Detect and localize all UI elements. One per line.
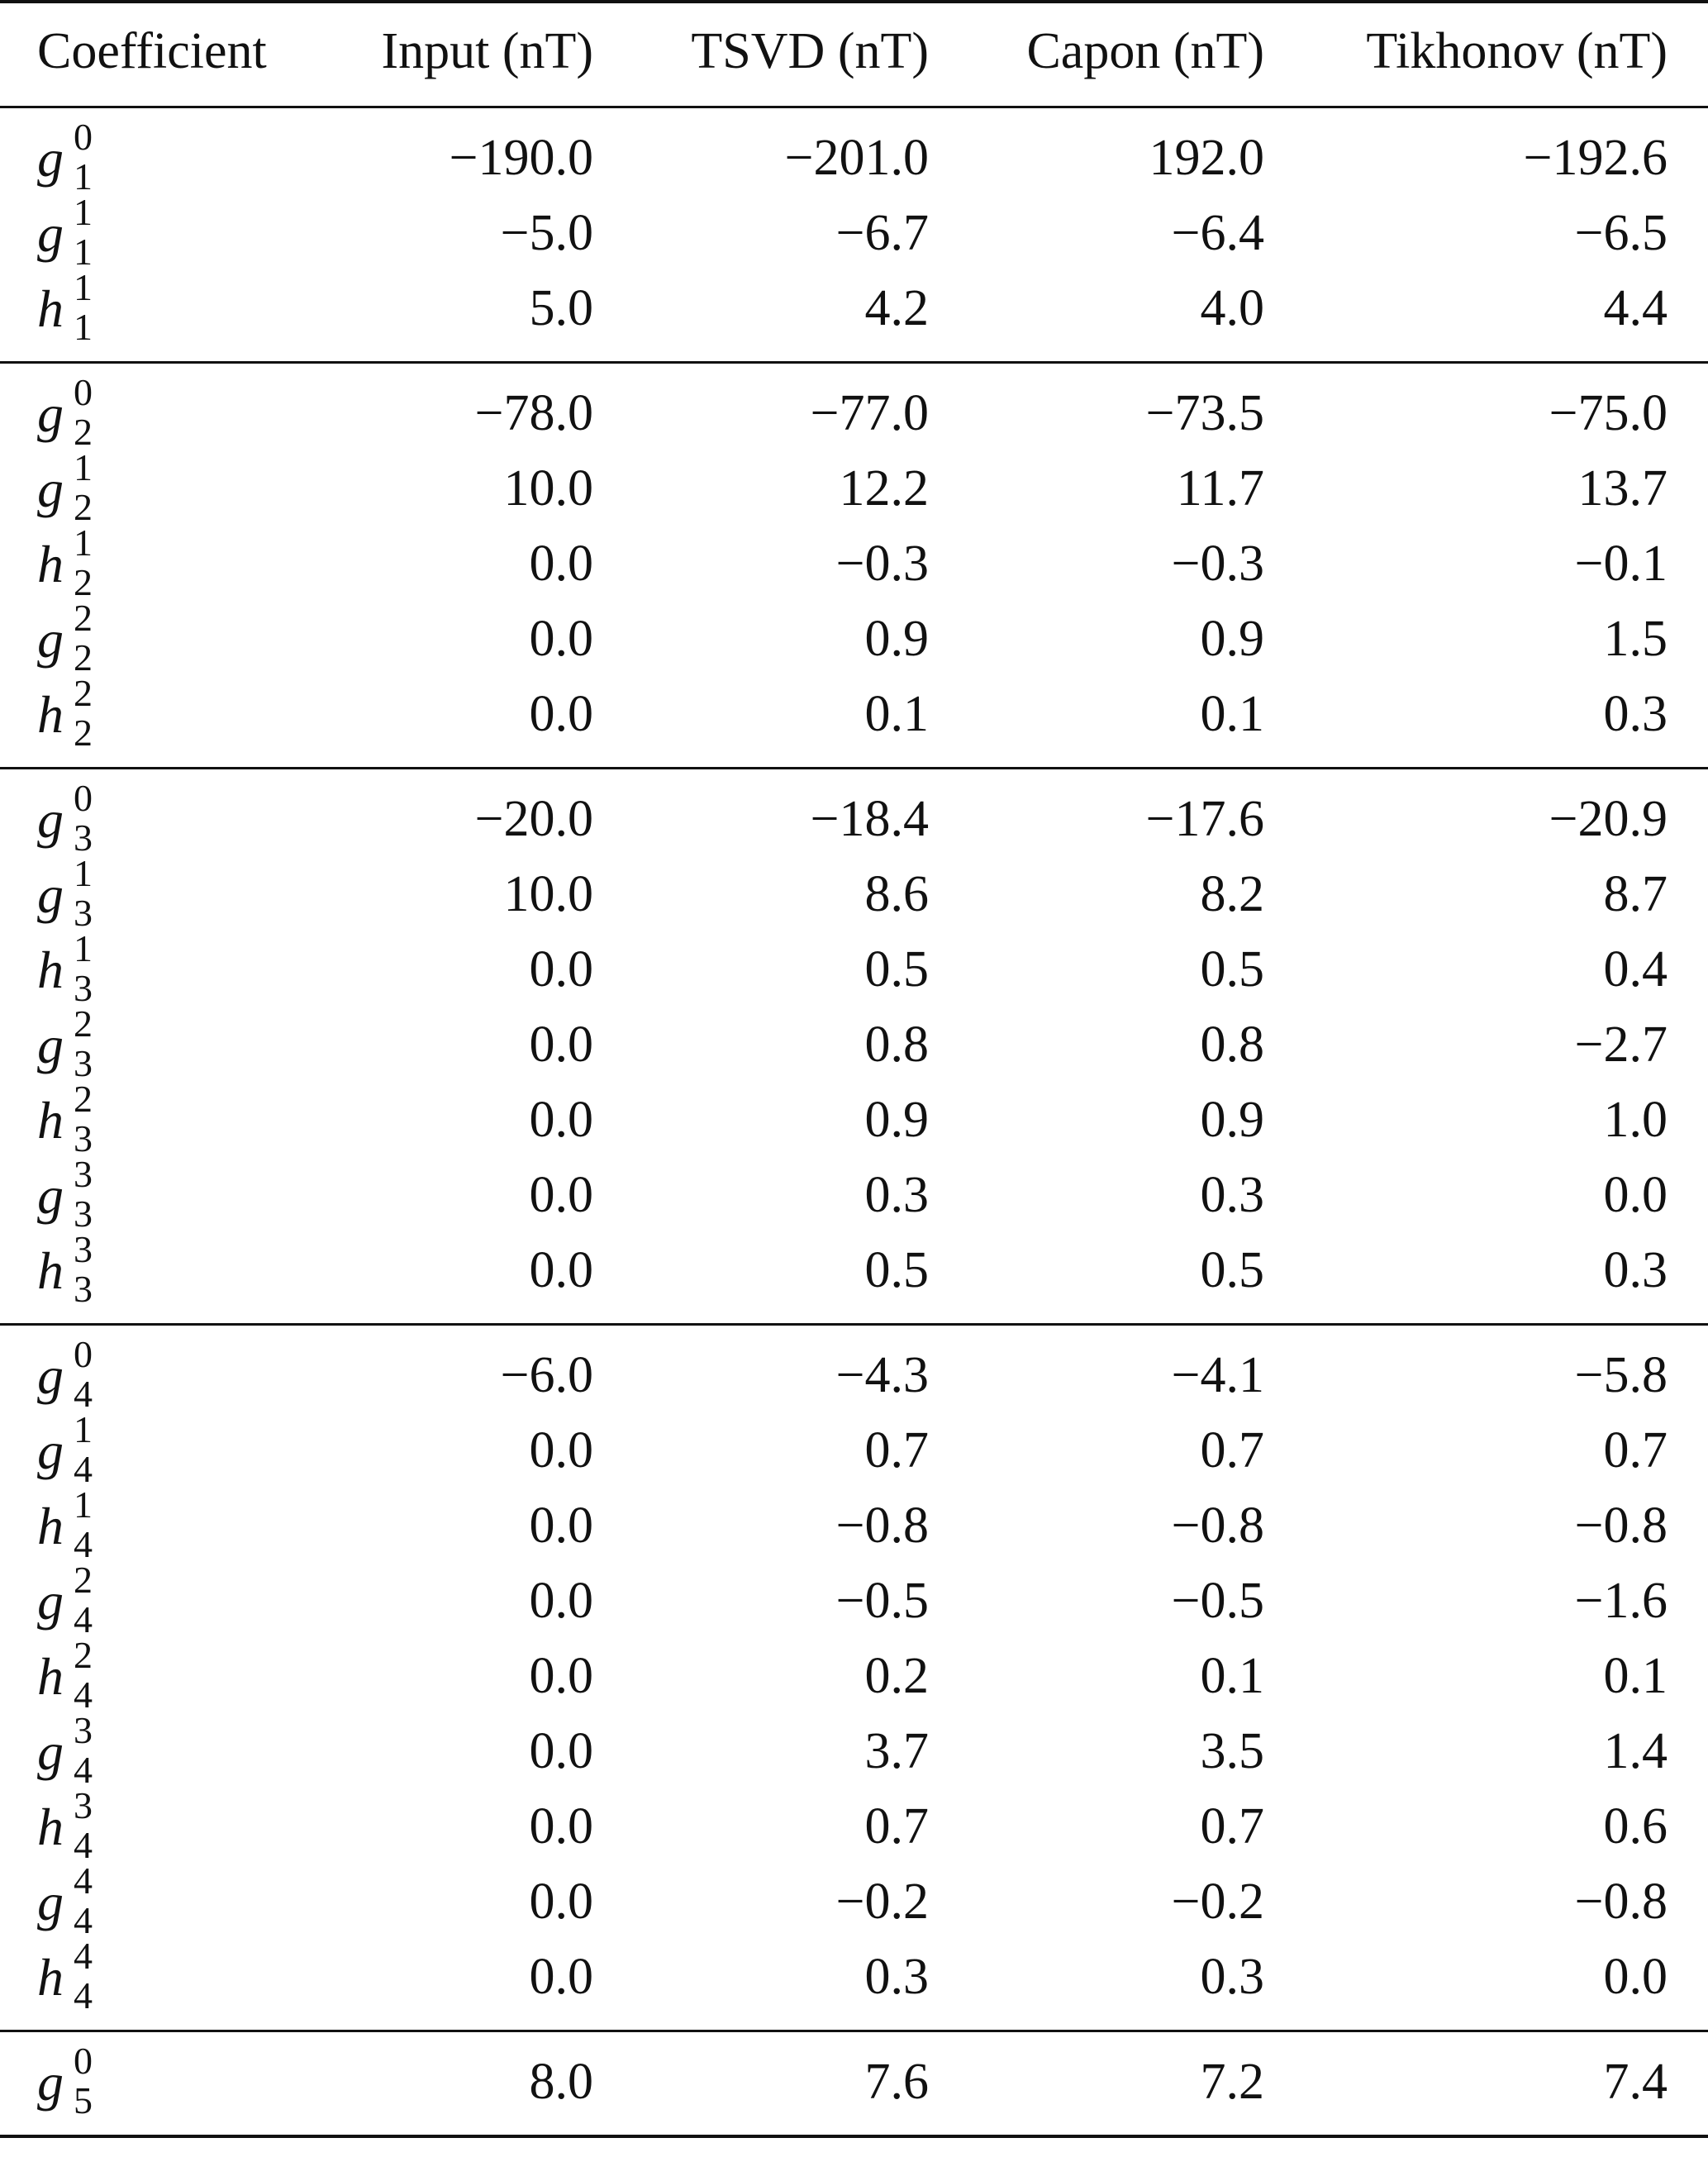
coefficient-order: 2 <box>74 597 93 639</box>
input-value: 0.0 <box>529 1017 593 1073</box>
input-value: −5.0 <box>500 205 593 261</box>
table-row <box>0 1333 1708 1415</box>
coefficient-degree: 1 <box>74 231 93 273</box>
tikhonov-value: −20.9 <box>1549 791 1668 847</box>
input-value: 0.0 <box>529 1874 593 1930</box>
coefficient-degree: 4 <box>74 1373 93 1415</box>
capon-value: 4.0 <box>1200 280 1264 336</box>
coefficient-letter: h <box>37 1241 64 1300</box>
coefficient-order: 1 <box>74 852 93 894</box>
tikhonov-value: 4.4 <box>1603 280 1668 336</box>
coefficient-order: 3 <box>74 1709 93 1751</box>
tikhonov-value: −75.0 <box>1549 385 1668 441</box>
coefficient-order: 1 <box>74 191 93 233</box>
capon-value: −6.4 <box>1171 205 1264 261</box>
capon-value: −0.3 <box>1171 536 1264 592</box>
coefficient-degree: 2 <box>74 561 93 603</box>
table-row <box>0 1153 1708 1235</box>
coefficient-order: 2 <box>74 1078 93 1120</box>
coefficient-letter: g <box>37 204 64 263</box>
coefficient-degree: 4 <box>74 1448 93 1490</box>
coefficient-letter: h <box>37 1797 64 1856</box>
coefficient-order: 4 <box>74 1859 93 1902</box>
input-value: 0.0 <box>529 1723 593 1779</box>
input-value: −20.0 <box>474 791 593 847</box>
coefficient-order: 3 <box>74 1153 93 1195</box>
coefficient-order: 1 <box>74 927 93 969</box>
tikhonov-value: 13.7 <box>1577 460 1668 517</box>
tikhonov-value: −6.5 <box>1574 205 1668 261</box>
tsvd-value: −0.8 <box>835 1497 929 1554</box>
table-row <box>0 1228 1708 1310</box>
coefficient-degree: 1 <box>74 306 93 348</box>
table-row <box>0 1709 1708 1791</box>
input-value: 10.0 <box>503 460 593 517</box>
table-row <box>0 371 1708 453</box>
tsvd-value: −0.3 <box>835 536 929 592</box>
capon-value: 0.9 <box>1200 611 1264 667</box>
coefficient-symbol <box>37 1935 136 2016</box>
input-value: 0.0 <box>529 1167 593 1223</box>
tsvd-value: 7.6 <box>864 2054 929 2110</box>
coefficient-letter: g <box>37 129 64 188</box>
tsvd-value: 0.3 <box>864 1167 929 1223</box>
header-row <box>0 14 1708 89</box>
capon-value: −17.6 <box>1145 791 1264 847</box>
tikhonov-value: 0.0 <box>1603 1167 1668 1223</box>
coefficient-degree: 3 <box>74 1117 93 1159</box>
coefficient-symbol <box>37 672 136 754</box>
coefficient-degree: 4 <box>74 1598 93 1640</box>
coefficient-order: 1 <box>74 1483 93 1526</box>
capon-value: 0.9 <box>1200 1092 1264 1148</box>
coefficient-degree: 5 <box>74 2079 93 2121</box>
coefficient-order: 1 <box>74 446 93 488</box>
table-row <box>0 521 1708 603</box>
tikhonov-value: 8.7 <box>1603 866 1668 922</box>
coefficient-order: 3 <box>74 1228 93 1270</box>
table-row <box>0 1559 1708 1640</box>
input-value: 0.0 <box>529 1497 593 1554</box>
input-value: 5.0 <box>529 280 593 336</box>
coefficient-order: 0 <box>74 2040 93 2082</box>
tsvd-value: 0.2 <box>864 1648 929 1704</box>
table-row <box>0 1483 1708 1565</box>
coefficient-order: 1 <box>74 266 93 308</box>
header-input: Input (nT) <box>381 23 593 79</box>
input-value: 0.0 <box>529 686 593 742</box>
tsvd-value: 4.2 <box>864 280 929 336</box>
coefficient-order: 0 <box>74 371 93 413</box>
coefficient-letter: g <box>37 384 64 443</box>
capon-value: −0.5 <box>1171 1573 1264 1629</box>
input-value: 0.0 <box>529 1949 593 2005</box>
input-value: 10.0 <box>503 866 593 922</box>
tikhonov-value: 0.6 <box>1603 1798 1668 1855</box>
coefficient-degree: 4 <box>74 1523 93 1565</box>
header-tsvd: TSVD (nT) <box>691 23 929 79</box>
capon-value: 3.5 <box>1200 1723 1264 1779</box>
tsvd-value: −18.4 <box>810 791 929 847</box>
coefficient-degree: 3 <box>74 892 93 934</box>
capon-value: 7.2 <box>1200 2054 1264 2110</box>
input-value: 0.0 <box>529 1648 593 1704</box>
input-value: 0.0 <box>529 1798 593 1855</box>
input-value: 8.0 <box>529 2054 593 2110</box>
table-row <box>0 1408 1708 1490</box>
coefficient-letter: g <box>37 2053 64 2112</box>
tsvd-value: 0.3 <box>864 1949 929 2005</box>
tikhonov-value: −0.8 <box>1574 1874 1668 1930</box>
input-value: 0.0 <box>529 941 593 998</box>
tikhonov-value: 0.4 <box>1603 941 1668 998</box>
coefficient-degree: 3 <box>74 1193 93 1235</box>
coefficient-cell <box>37 672 310 754</box>
coefficient-letter: h <box>37 685 64 744</box>
group-rule <box>0 1323 1708 1326</box>
coefficient-degree: 3 <box>74 1042 93 1084</box>
tsvd-value: −0.2 <box>835 1874 929 1930</box>
table-row <box>0 1784 1708 1866</box>
header-capon: Capon (nT) <box>1026 23 1264 79</box>
tikhonov-value: 7.4 <box>1603 2054 1668 2110</box>
coefficient-degree: 3 <box>74 967 93 1009</box>
coefficient-degree: 3 <box>74 817 93 859</box>
coefficient-order: 0 <box>74 777 93 819</box>
table-row <box>0 1002 1708 1084</box>
coefficient-order: 3 <box>74 1784 93 1826</box>
tsvd-value: 0.7 <box>864 1798 929 1855</box>
tsvd-value: 0.9 <box>864 611 929 667</box>
table-row <box>0 2040 1708 2121</box>
coefficient-degree: 4 <box>74 1824 93 1866</box>
capon-value: −0.8 <box>1171 1497 1264 1554</box>
capon-value: 0.8 <box>1200 1017 1264 1073</box>
capon-value: 0.3 <box>1200 1167 1264 1223</box>
coefficient-degree: 4 <box>74 1899 93 1941</box>
tikhonov-value: −1.6 <box>1574 1573 1668 1629</box>
input-value: 0.0 <box>529 611 593 667</box>
tikhonov-value: 0.1 <box>1603 1648 1668 1704</box>
coefficient-degree: 2 <box>74 486 93 528</box>
capon-value: −4.1 <box>1171 1347 1264 1403</box>
tsvd-value: −6.7 <box>835 205 929 261</box>
tikhonov-value: 0.0 <box>1603 1949 1668 2005</box>
coefficient-letter: g <box>37 1873 64 1931</box>
table-row <box>0 1935 1708 2016</box>
capon-value: 0.7 <box>1200 1422 1264 1478</box>
input-value: −190.0 <box>449 130 593 186</box>
coefficient-degree: 2 <box>74 636 93 679</box>
coefficient-order: 2 <box>74 672 93 714</box>
capon-value: 0.3 <box>1200 1949 1264 2005</box>
coefficient-letter: g <box>37 459 64 518</box>
tsvd-value: −201.0 <box>784 130 929 186</box>
coefficient-degree: 4 <box>74 1974 93 2016</box>
table-row <box>0 1078 1708 1159</box>
group-rule <box>0 767 1708 769</box>
table-row <box>0 852 1708 934</box>
capon-value: −73.5 <box>1145 385 1264 441</box>
tikhonov-value: −192.6 <box>1523 130 1668 186</box>
coefficient-letter: g <box>37 1346 64 1405</box>
coefficient-letter: h <box>37 1497 64 1555</box>
coefficient-degree: 4 <box>74 1749 93 1791</box>
capon-value: 8.2 <box>1200 866 1264 922</box>
input-value: 0.0 <box>529 1242 593 1298</box>
table-row <box>0 927 1708 1009</box>
table-row <box>0 1859 1708 1941</box>
tsvd-value: 0.1 <box>864 686 929 742</box>
table-row <box>0 116 1708 198</box>
coefficient-order: 2 <box>74 1559 93 1601</box>
coefficient-order: 1 <box>74 521 93 564</box>
tsvd-value: 3.7 <box>864 1723 929 1779</box>
tikhonov-value: 0.3 <box>1603 686 1668 742</box>
coefficient-letter: h <box>37 1091 64 1150</box>
coefficient-letter: h <box>37 940 64 999</box>
coefficient-degree: 4 <box>74 1674 93 1716</box>
coefficient-cell <box>37 2040 310 2121</box>
table-row <box>0 672 1708 754</box>
header-rule <box>0 106 1708 108</box>
coefficient-cell <box>37 1935 310 2016</box>
coefficient-cell <box>37 266 310 348</box>
coefficient-letter: h <box>37 1948 64 2007</box>
coefficient-degree: 1 <box>74 155 93 198</box>
top-rule <box>0 0 1708 3</box>
header-coefficient: Coefficient <box>37 23 267 79</box>
capon-value: 11.7 <box>1176 460 1264 517</box>
tsvd-value: 0.5 <box>864 941 929 998</box>
table-row <box>0 1634 1708 1716</box>
coefficient-letter: h <box>37 279 64 338</box>
coefficient-letter: g <box>37 1166 64 1225</box>
input-value: 0.0 <box>529 1573 593 1629</box>
coefficient-order: 0 <box>74 1333 93 1375</box>
capon-value: 0.5 <box>1200 1242 1264 1298</box>
coefficient-letter: h <box>37 1647 64 1706</box>
coefficient-letter: g <box>37 1421 64 1480</box>
table-row <box>0 777 1708 859</box>
table-row <box>0 191 1708 273</box>
coefficient-letter: g <box>37 610 64 669</box>
tikhonov-value: 1.4 <box>1603 1723 1668 1779</box>
capon-value: 192.0 <box>1149 130 1264 186</box>
coefficient-letter: g <box>37 790 64 849</box>
coefficient-letter: g <box>37 865 64 924</box>
coefficient-letter: g <box>37 1572 64 1631</box>
input-value: 0.0 <box>529 1422 593 1478</box>
tikhonov-value: 0.7 <box>1603 1422 1668 1478</box>
tsvd-value: 0.7 <box>864 1422 929 1478</box>
coefficient-cell <box>37 1228 310 1310</box>
tsvd-value: 0.5 <box>864 1242 929 1298</box>
tikhonov-value: 1.5 <box>1603 611 1668 667</box>
coefficient-order: 2 <box>74 1002 93 1045</box>
coefficient-order: 0 <box>74 116 93 158</box>
header-tikhonov: Tikhonov (nT) <box>1366 23 1668 79</box>
input-value: 0.0 <box>529 536 593 592</box>
coefficient-order: 1 <box>74 1408 93 1450</box>
tikhonov-value: −0.8 <box>1574 1497 1668 1554</box>
tikhonov-value: 1.0 <box>1603 1092 1668 1148</box>
tsvd-value: −0.5 <box>835 1573 929 1629</box>
tsvd-value: 8.6 <box>864 866 929 922</box>
tsvd-value: 0.9 <box>864 1092 929 1148</box>
coefficient-degree: 2 <box>74 411 93 453</box>
capon-value: 0.1 <box>1200 686 1264 742</box>
table-row <box>0 446 1708 528</box>
capon-value: 0.5 <box>1200 941 1264 998</box>
bottom-rule <box>0 2135 1708 2138</box>
coefficient-degree: 3 <box>74 1268 93 1310</box>
coefficient-letter: g <box>37 1722 64 1781</box>
coefficient-letter: h <box>37 535 64 593</box>
coefficient-symbol <box>37 2040 136 2121</box>
coefficient-symbol <box>37 266 136 348</box>
table-row <box>0 597 1708 679</box>
capon-value: 0.7 <box>1200 1798 1264 1855</box>
tikhonov-value: −0.1 <box>1574 536 1668 592</box>
coefficient-order: 2 <box>74 1634 93 1676</box>
input-value: −6.0 <box>500 1347 593 1403</box>
coefficient-symbol <box>37 1228 136 1310</box>
input-value: 0.0 <box>529 1092 593 1148</box>
table-row <box>0 266 1708 348</box>
group-rule <box>0 361 1708 364</box>
group-rule <box>0 2030 1708 2032</box>
coefficient-degree: 2 <box>74 712 93 754</box>
capon-value: −0.2 <box>1171 1874 1264 1930</box>
tsvd-value: −77.0 <box>810 385 929 441</box>
input-value: −78.0 <box>474 385 593 441</box>
capon-value: 0.1 <box>1200 1648 1264 1704</box>
tsvd-value: −4.3 <box>835 1347 929 1403</box>
tikhonov-value: −2.7 <box>1574 1017 1668 1073</box>
tikhonov-value: 0.3 <box>1603 1242 1668 1298</box>
coefficient-order: 4 <box>74 1935 93 1977</box>
tikhonov-value: −5.8 <box>1574 1347 1668 1403</box>
tsvd-value: 0.8 <box>864 1017 929 1073</box>
coefficient-letter: g <box>37 1016 64 1074</box>
tsvd-value: 12.2 <box>839 460 929 517</box>
